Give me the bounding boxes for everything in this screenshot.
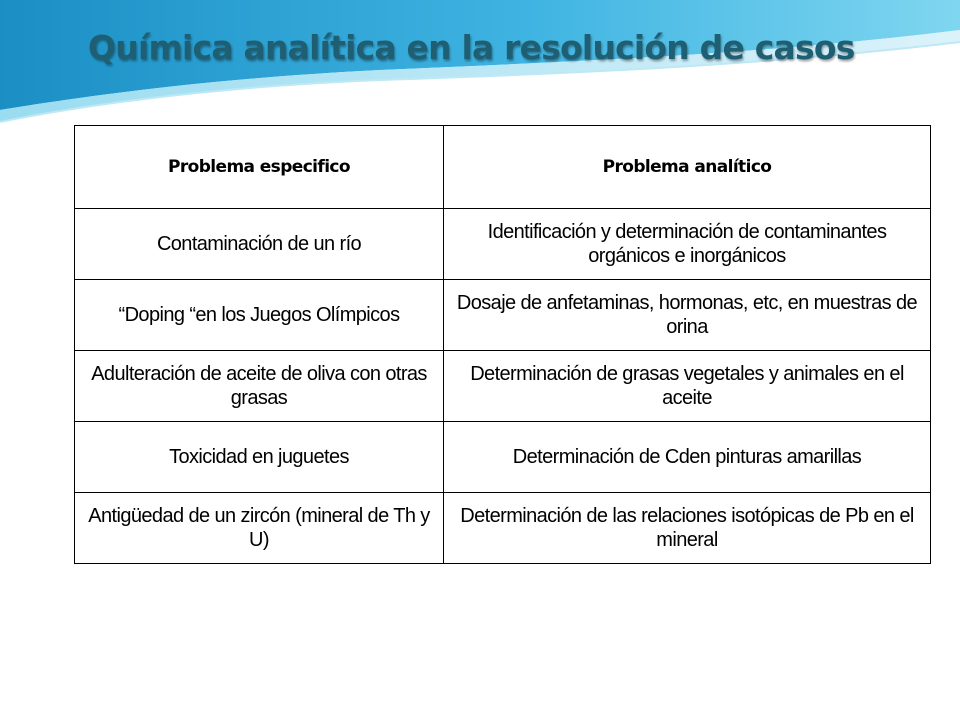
- cell-problema-especifico: Contaminación de un río: [75, 209, 444, 280]
- slide-title: Química analítica en la resolución de casos: [88, 28, 855, 67]
- cell-problema-analitico: Determinación de las relaciones isotópicas de Pb en el mineral: [444, 493, 931, 564]
- cell-problema-especifico: Adulteración de aceite de oliva con otras grasas: [75, 351, 444, 422]
- cell-problema-analitico: Determinación de Cden pinturas amarillas: [444, 422, 931, 493]
- cell-problema-analitico: Identificación y determinación de contaminantes orgánicos e inorgánicos: [444, 209, 931, 280]
- cell-problema-analitico: Dosaje de anfetaminas, hormonas, etc, en muestras de orina: [444, 280, 931, 351]
- header-problema-especifico: Problema especifico: [75, 126, 444, 209]
- cases-table: [74, 125, 931, 564]
- cell-problema-especifico: Antigüedad de un zircón (mineral de Th y U): [75, 493, 444, 564]
- header-wave-decoration: [0, 0, 960, 140]
- table-header-row: [75, 126, 931, 209]
- header-problema-analitico: Problema analítico: [444, 126, 931, 209]
- table-row: [75, 209, 931, 280]
- cell-problema-analitico: Determinación de grasas vegetales y animales en el aceite: [444, 351, 931, 422]
- table-row: [75, 280, 931, 351]
- cell-problema-especifico: “Doping “en los Juegos Olímpicos: [75, 280, 444, 351]
- table-row: [75, 351, 931, 422]
- cell-problema-especifico: Toxicidad en juguetes: [75, 422, 444, 493]
- table-row: [75, 422, 931, 493]
- table-row: [75, 493, 931, 564]
